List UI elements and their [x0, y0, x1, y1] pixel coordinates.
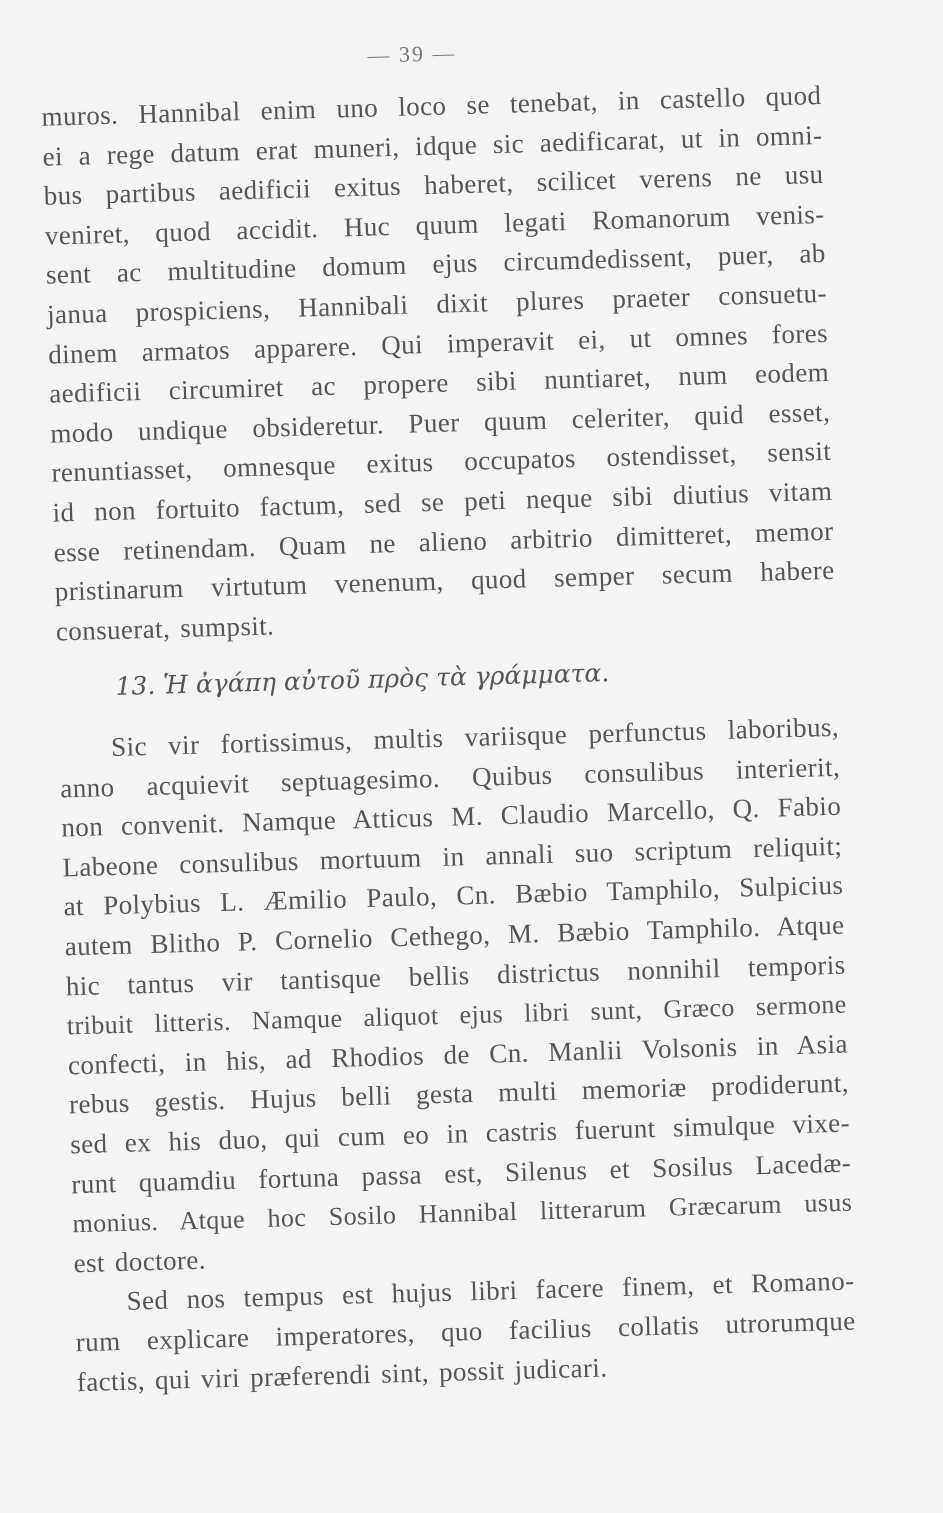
text-line: Sed nos tempus est hujus libri facere finem, et Romano- [126, 1265, 855, 1317]
text-line: confecti, in his, ad Rhodios de Cn. Manlii Volsonis in Asia [67, 1028, 849, 1081]
text-line: ei a rege datum erat muneri, idque sic aedificarat, ut in omni- [42, 119, 823, 172]
text-line: dinem armatos apparere. Qui imperavit ei, ut omnes fores [47, 317, 829, 370]
text-line: Labeone consulibus mortuum in annali suo scriptum reliquit; [62, 830, 843, 883]
text-line: factis, qui viri præferendi sint, possit judicari. [76, 1351, 608, 1397]
text-line: runt quamdiu fortuna passa est, Silenus et Sosilus Lacedæ- [70, 1147, 852, 1199]
text-line: est doctore. [73, 1244, 207, 1279]
text-line: anno acquievit septuagesimo. Quibus consulibus interierit, [59, 751, 841, 804]
text-line: tribuit litteris. Namque aliquot ejus libri sunt, Græco sermone [66, 989, 848, 1041]
text-line: bus partibus aedificii exitus haberet, scilicet verens ne usu [43, 159, 824, 211]
text-line: aedificii circumiret ac propere sibi nuntiaret, num eodem [48, 357, 830, 409]
section-heading: 13. Ἡ ἀγάπη αὐτοῦ πρὸς τὰ γράμματα. [115, 658, 610, 701]
text-line: sent ac multitudine domum ejus circumdedissent, puer, ab [45, 238, 827, 291]
text-line: non convenit. Namque Atticus M. Claudio Marcello, Q. Fabio [60, 790, 842, 843]
text-line: autem Blitho P. Cornelio Cethego, M. Bæbio Tamphilo. Atque [64, 909, 845, 962]
text-line: id non fortuito factum, sed se peti neque sibi diutius vitam [52, 475, 833, 528]
text-line: veniret, quod accidit. Huc quum legati Romanorum venis- [44, 198, 825, 251]
text-line: renuntiasset, omnesque exitus occupatos ostendisset, sensit [51, 436, 832, 488]
text-line: janua prospiciens, Hannibali dixit plures praeter consuetu- [46, 277, 828, 330]
text-line: Sic vir fortissimus, multis variisque perfunctus laboribus, [110, 711, 840, 763]
text-line: pristinarum virtutum venenum, quod semper secum habere [54, 554, 835, 607]
page-number: — 39 — [367, 40, 457, 68]
text-line: consuerat, sumpsit. [55, 610, 275, 647]
text-line: monius. Atque hoc Sosilo Hannibal litterarum Græcarum usus [72, 1187, 853, 1239]
paragraph-hannibal-letters [59, 708, 857, 1403]
text-line: muros. Hannibal enim uno loco se tenebat, in castello quod [41, 79, 822, 132]
paragraph-hannibal-death [41, 76, 836, 652]
text-line: rebus gestis. Hujus belli gesta multi memoriæ prodiderunt, [68, 1067, 850, 1120]
text-line: modo undique obsideretur. Puer quum celeriter, quid esset, [49, 396, 831, 449]
text-line: esse retinendam. Quam ne alieno arbitrio dimitteret, memor [53, 515, 834, 568]
text-line: sed ex his duo, qui cum eo in castris fuerunt simulque vixe- [69, 1107, 851, 1160]
text-line: rum explicare imperatores, quo facilius collatis utrorumque [75, 1305, 856, 1358]
text-line: hic tantus vir tantisque bellis districtus nonnihil temporis [65, 949, 846, 1001]
text-line: at Polybius L. Æmilio Paulo, Cn. Bæbio Tamphilo, Sulpicius [63, 870, 844, 922]
